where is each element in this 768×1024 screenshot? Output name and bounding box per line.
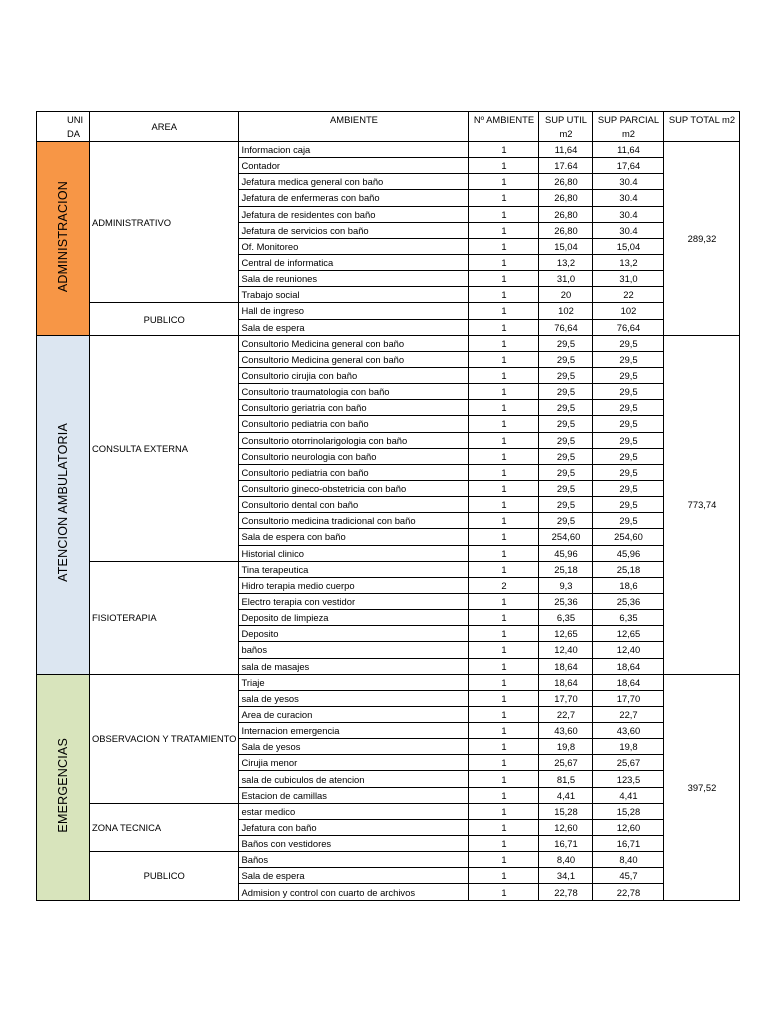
sup-parcial-cell: 29,5 <box>593 351 664 367</box>
sup-parcial-cell: 29,5 <box>593 432 664 448</box>
sup-parcial-cell: 45,7 <box>593 868 664 884</box>
table-row <box>37 335 740 351</box>
sup-util-cell: 102 <box>539 303 593 319</box>
sup-util-cell: 18,64 <box>539 658 593 674</box>
sup-parcial-cell: 254,60 <box>593 529 664 545</box>
table-row <box>37 852 740 868</box>
sup-util-cell: 18,64 <box>539 674 593 690</box>
sup-util-cell: 12,40 <box>539 642 593 658</box>
sup-util-cell: 26,80 <box>539 174 593 190</box>
sup-util-cell: 4,41 <box>539 787 593 803</box>
sup-util-cell: 31,0 <box>539 271 593 287</box>
n-ambiente-cell: 1 <box>469 819 539 835</box>
sup-util-cell: 22,78 <box>539 884 593 900</box>
unit-label <box>37 674 90 900</box>
n-ambiente-cell: 1 <box>469 367 539 383</box>
ambiente-cell: Triaje <box>239 674 469 690</box>
unit-label <box>37 335 90 674</box>
ambiente-cell: Baños con vestidores <box>239 836 469 852</box>
ambiente-cell: Consultorio gineco-obstetricia con baño <box>239 480 469 496</box>
ambiente-cell: sala de yesos <box>239 690 469 706</box>
sup-parcial-cell: 22,78 <box>593 884 664 900</box>
sup-parcial-cell: 18,64 <box>593 658 664 674</box>
sup-parcial-cell: 25,18 <box>593 561 664 577</box>
sup-parcial-cell: 12,65 <box>593 626 664 642</box>
ambiente-cell: Consultorio Medicina general con baño <box>239 351 469 367</box>
ambiente-cell: Deposito de limpieza <box>239 610 469 626</box>
ambiente-cell: Internacion emergencia <box>239 723 469 739</box>
ambiente-cell: Consultorio otorrinolarigologia con baño <box>239 432 469 448</box>
area-label: FISIOTERAPIA <box>90 561 239 674</box>
sup-util-cell: 29,5 <box>539 448 593 464</box>
n-ambiente-cell: 1 <box>469 852 539 868</box>
header-ambiente: AMBIENTE <box>239 112 469 142</box>
n-ambiente-cell: 1 <box>469 238 539 254</box>
n-ambiente-cell: 1 <box>469 545 539 561</box>
ambiente-cell: Consultorio neurologia con baño <box>239 448 469 464</box>
sup-parcial-cell: 29,5 <box>593 367 664 383</box>
sup-parcial-cell: 30.4 <box>593 222 664 238</box>
sup-parcial-cell: 17,70 <box>593 690 664 706</box>
ambiente-cell: Sala de espera <box>239 868 469 884</box>
ambiente-cell: Trabajo social <box>239 287 469 303</box>
sup-parcial-cell: 30.4 <box>593 190 664 206</box>
sup-util-cell: 26,80 <box>539 222 593 238</box>
ambiente-cell: Jefatura de enfermeras con baño <box>239 190 469 206</box>
header-sup-total: SUP TOTAL m2 <box>664 112 740 142</box>
n-ambiente-cell: 1 <box>469 868 539 884</box>
n-ambiente-cell: 1 <box>469 497 539 513</box>
header-area: AREA <box>90 112 239 142</box>
sup-util-cell: 13,2 <box>539 254 593 270</box>
sup-util-cell: 25,18 <box>539 561 593 577</box>
sup-util-cell: 34,1 <box>539 868 593 884</box>
sup-util-cell: 22,7 <box>539 706 593 722</box>
sup-parcial-cell: 8,40 <box>593 852 664 868</box>
sup-parcial-cell: 25,67 <box>593 755 664 771</box>
sup-util-cell: 25,36 <box>539 593 593 609</box>
ambiente-cell: Consultorio geriatria con baño <box>239 400 469 416</box>
n-ambiente-cell: 1 <box>469 755 539 771</box>
ambiente-cell: baños <box>239 642 469 658</box>
n-ambiente-cell: 1 <box>469 190 539 206</box>
sup-parcial-cell: 29,5 <box>593 416 664 432</box>
sup-util-cell: 16,71 <box>539 836 593 852</box>
n-ambiente-cell: 1 <box>469 836 539 852</box>
n-ambiente-cell: 1 <box>469 287 539 303</box>
sup-parcial-cell: 30.4 <box>593 174 664 190</box>
n-ambiente-cell: 1 <box>469 706 539 722</box>
sup-util-cell: 19,8 <box>539 739 593 755</box>
n-ambiente-cell: 1 <box>469 690 539 706</box>
sup-parcial-cell: 17,64 <box>593 158 664 174</box>
area-label: PUBLICO <box>90 303 239 335</box>
sup-util-cell: 29,5 <box>539 464 593 480</box>
area-label: OBSERVACION Y TRATAMIENTO <box>90 674 239 803</box>
ambiente-cell: Tina terapeutica <box>239 561 469 577</box>
ambiente-cell: Sala de reuniones <box>239 271 469 287</box>
sup-parcial-cell: 22 <box>593 287 664 303</box>
sup-parcial-cell: 29,5 <box>593 464 664 480</box>
sup-parcial-cell: 12,40 <box>593 642 664 658</box>
sup-util-cell: 45,96 <box>539 545 593 561</box>
sup-util-cell: 17.64 <box>539 158 593 174</box>
sup-parcial-cell: 15,28 <box>593 803 664 819</box>
n-ambiente-cell: 1 <box>469 254 539 270</box>
sup-parcial-cell: 76,64 <box>593 319 664 335</box>
header-sup-util: SUP UTIL m2 <box>539 112 593 142</box>
n-ambiente-cell: 1 <box>469 529 539 545</box>
ambiente-cell: Cirujia menor <box>239 755 469 771</box>
sup-parcial-cell: 19,8 <box>593 739 664 755</box>
n-ambiente-cell: 1 <box>469 593 539 609</box>
n-ambiente-cell: 1 <box>469 674 539 690</box>
n-ambiente-cell: 1 <box>469 351 539 367</box>
n-ambiente-cell: 1 <box>469 723 539 739</box>
sup-parcial-cell: 102 <box>593 303 664 319</box>
table-row <box>37 561 740 577</box>
sup-parcial-cell: 29,5 <box>593 448 664 464</box>
n-ambiente-cell: 1 <box>469 303 539 319</box>
ambiente-cell: Sala de espera <box>239 319 469 335</box>
sup-util-cell: 29,5 <box>539 335 593 351</box>
ambiente-cell: Consultorio Medicina general con baño <box>239 335 469 351</box>
sup-parcial-cell: 25,36 <box>593 593 664 609</box>
sup-util-cell: 29,5 <box>539 416 593 432</box>
sup-parcial-cell: 15,04 <box>593 238 664 254</box>
ambiente-cell: Informacion caja <box>239 142 469 158</box>
sup-parcial-cell: 6,35 <box>593 610 664 626</box>
ambiente-cell: Admision y control con cuarto de archivos <box>239 884 469 900</box>
n-ambiente-cell: 1 <box>469 561 539 577</box>
sup-util-cell: 12,65 <box>539 626 593 642</box>
sup-parcial-cell: 123,5 <box>593 771 664 787</box>
sup-util-cell: 20 <box>539 287 593 303</box>
sup-parcial-cell: 43,60 <box>593 723 664 739</box>
ambiente-cell: Sala de yesos <box>239 739 469 755</box>
sup-util-cell: 26,80 <box>539 190 593 206</box>
sup-util-cell: 9,3 <box>539 577 593 593</box>
unit-name: EMERGENCIAS <box>55 737 70 833</box>
n-ambiente-cell: 1 <box>469 884 539 900</box>
n-ambiente-cell: 1 <box>469 642 539 658</box>
area-label: CONSULTA EXTERNA <box>90 335 239 561</box>
sup-util-cell: 8,40 <box>539 852 593 868</box>
header-n-ambiente: Nº AMBIENTE <box>469 112 539 142</box>
sup-parcial-cell: 11,64 <box>593 142 664 158</box>
ambiente-cell: Consultorio dental con baño <box>239 497 469 513</box>
sup-total-cell: 397,52 <box>664 674 740 900</box>
ambiente-cell: Jefatura de servicios con baño <box>239 222 469 238</box>
ambiente-cell: Area de curacion <box>239 706 469 722</box>
sup-util-cell: 29,5 <box>539 367 593 383</box>
n-ambiente-cell: 2 <box>469 577 539 593</box>
sup-parcial-cell: 29,5 <box>593 400 664 416</box>
sup-util-cell: 29,5 <box>539 432 593 448</box>
sup-util-cell: 29,5 <box>539 513 593 529</box>
n-ambiente-cell: 1 <box>469 432 539 448</box>
ambiente-cell: Hidro terapia medio cuerpo <box>239 577 469 593</box>
table-row <box>37 142 740 158</box>
ambiente-cell: Hall de ingreso <box>239 303 469 319</box>
n-ambiente-cell: 1 <box>469 803 539 819</box>
ambiente-cell: Deposito <box>239 626 469 642</box>
sup-parcial-cell: 4,41 <box>593 787 664 803</box>
n-ambiente-cell: 1 <box>469 384 539 400</box>
n-ambiente-cell: 1 <box>469 174 539 190</box>
sup-util-cell: 29,5 <box>539 480 593 496</box>
n-ambiente-cell: 1 <box>469 480 539 496</box>
sup-util-cell: 17,70 <box>539 690 593 706</box>
ambiente-cell: Consultorio pediatria con baño <box>239 464 469 480</box>
ambiente-cell: Sala de espera con baño <box>239 529 469 545</box>
sup-util-cell: 29,5 <box>539 400 593 416</box>
ambiente-cell: Jefatura con baño <box>239 819 469 835</box>
header-sup-parcial: SUP PARCIAL m2 <box>593 112 664 142</box>
sup-util-cell: 29,5 <box>539 351 593 367</box>
n-ambiente-cell: 1 <box>469 448 539 464</box>
sup-parcial-cell: 30.4 <box>593 206 664 222</box>
surface-table <box>36 111 740 901</box>
ambiente-cell: Consultorio medicina tradicional con baño <box>239 513 469 529</box>
unit-name: ADMINISTRACION <box>55 180 70 292</box>
n-ambiente-cell: 1 <box>469 158 539 174</box>
sup-util-cell: 15,28 <box>539 803 593 819</box>
unit-label <box>37 142 90 336</box>
sup-total-cell: 289,32 <box>664 142 740 336</box>
table-row <box>37 803 740 819</box>
sup-parcial-cell: 16,71 <box>593 836 664 852</box>
sup-total-cell: 773,74 <box>664 335 740 674</box>
n-ambiente-cell: 1 <box>469 626 539 642</box>
ambiente-cell: sala de cubiculos de atencion <box>239 771 469 787</box>
ambiente-cell: Contador <box>239 158 469 174</box>
n-ambiente-cell: 1 <box>469 400 539 416</box>
area-label: ADMINISTRATIVO <box>90 142 239 303</box>
sup-util-cell: 81,5 <box>539 771 593 787</box>
ambiente-cell: Central de informatica <box>239 254 469 270</box>
unit-name: ATENCION AMBULATORIA <box>55 423 70 583</box>
sup-parcial-cell: 29,5 <box>593 513 664 529</box>
sup-parcial-cell: 45,96 <box>593 545 664 561</box>
n-ambiente-cell: 1 <box>469 787 539 803</box>
n-ambiente-cell: 1 <box>469 142 539 158</box>
n-ambiente-cell: 1 <box>469 335 539 351</box>
sup-util-cell: 254,60 <box>539 529 593 545</box>
ambiente-cell: Baños <box>239 852 469 868</box>
ambiente-cell: Jefatura medica general con baño <box>239 174 469 190</box>
ambiente-cell: Consultorio traumatologia con baño <box>239 384 469 400</box>
n-ambiente-cell: 1 <box>469 222 539 238</box>
table-row <box>37 674 740 690</box>
n-ambiente-cell: 1 <box>469 771 539 787</box>
sup-util-cell: 26,80 <box>539 206 593 222</box>
sup-util-cell: 12,60 <box>539 819 593 835</box>
sup-util-cell: 15,04 <box>539 238 593 254</box>
sup-parcial-cell: 29,5 <box>593 384 664 400</box>
n-ambiente-cell: 1 <box>469 464 539 480</box>
sup-parcial-cell: 29,5 <box>593 480 664 496</box>
area-label: PUBLICO <box>90 852 239 900</box>
sup-util-cell: 25,67 <box>539 755 593 771</box>
n-ambiente-cell: 1 <box>469 271 539 287</box>
sup-parcial-cell: 31,0 <box>593 271 664 287</box>
header-unidad: UNI DA <box>37 112 90 142</box>
n-ambiente-cell: 1 <box>469 416 539 432</box>
ambiente-cell: Consultorio cirujia con baño <box>239 367 469 383</box>
sup-util-cell: 43,60 <box>539 723 593 739</box>
sup-parcial-cell: 12,60 <box>593 819 664 835</box>
ambiente-cell: Historial clinico <box>239 545 469 561</box>
sup-parcial-cell: 13,2 <box>593 254 664 270</box>
n-ambiente-cell: 1 <box>469 206 539 222</box>
n-ambiente-cell: 1 <box>469 739 539 755</box>
sup-parcial-cell: 29,5 <box>593 335 664 351</box>
table-row <box>37 303 740 319</box>
sup-util-cell: 29,5 <box>539 497 593 513</box>
sup-util-cell: 11,64 <box>539 142 593 158</box>
n-ambiente-cell: 1 <box>469 610 539 626</box>
header-row <box>37 112 740 142</box>
ambiente-cell: estar medico <box>239 803 469 819</box>
n-ambiente-cell: 1 <box>469 658 539 674</box>
ambiente-cell: Electro terapia con vestidor <box>239 593 469 609</box>
sup-parcial-cell: 18,6 <box>593 577 664 593</box>
sup-util-cell: 29,5 <box>539 384 593 400</box>
sup-parcial-cell: 22,7 <box>593 706 664 722</box>
ambiente-cell: Of. Monitoreo <box>239 238 469 254</box>
sup-parcial-cell: 29,5 <box>593 497 664 513</box>
ambiente-cell: sala de masajes <box>239 658 469 674</box>
n-ambiente-cell: 1 <box>469 319 539 335</box>
ambiente-cell: Jefatura de residentes con baño <box>239 206 469 222</box>
sup-util-cell: 6,35 <box>539 610 593 626</box>
ambiente-cell: Consultorio pediatria con baño <box>239 416 469 432</box>
n-ambiente-cell: 1 <box>469 513 539 529</box>
ambiente-cell: Estacion de camillas <box>239 787 469 803</box>
sup-parcial-cell: 18,64 <box>593 674 664 690</box>
sup-util-cell: 76,64 <box>539 319 593 335</box>
area-label: ZONA TECNICA <box>90 803 239 851</box>
